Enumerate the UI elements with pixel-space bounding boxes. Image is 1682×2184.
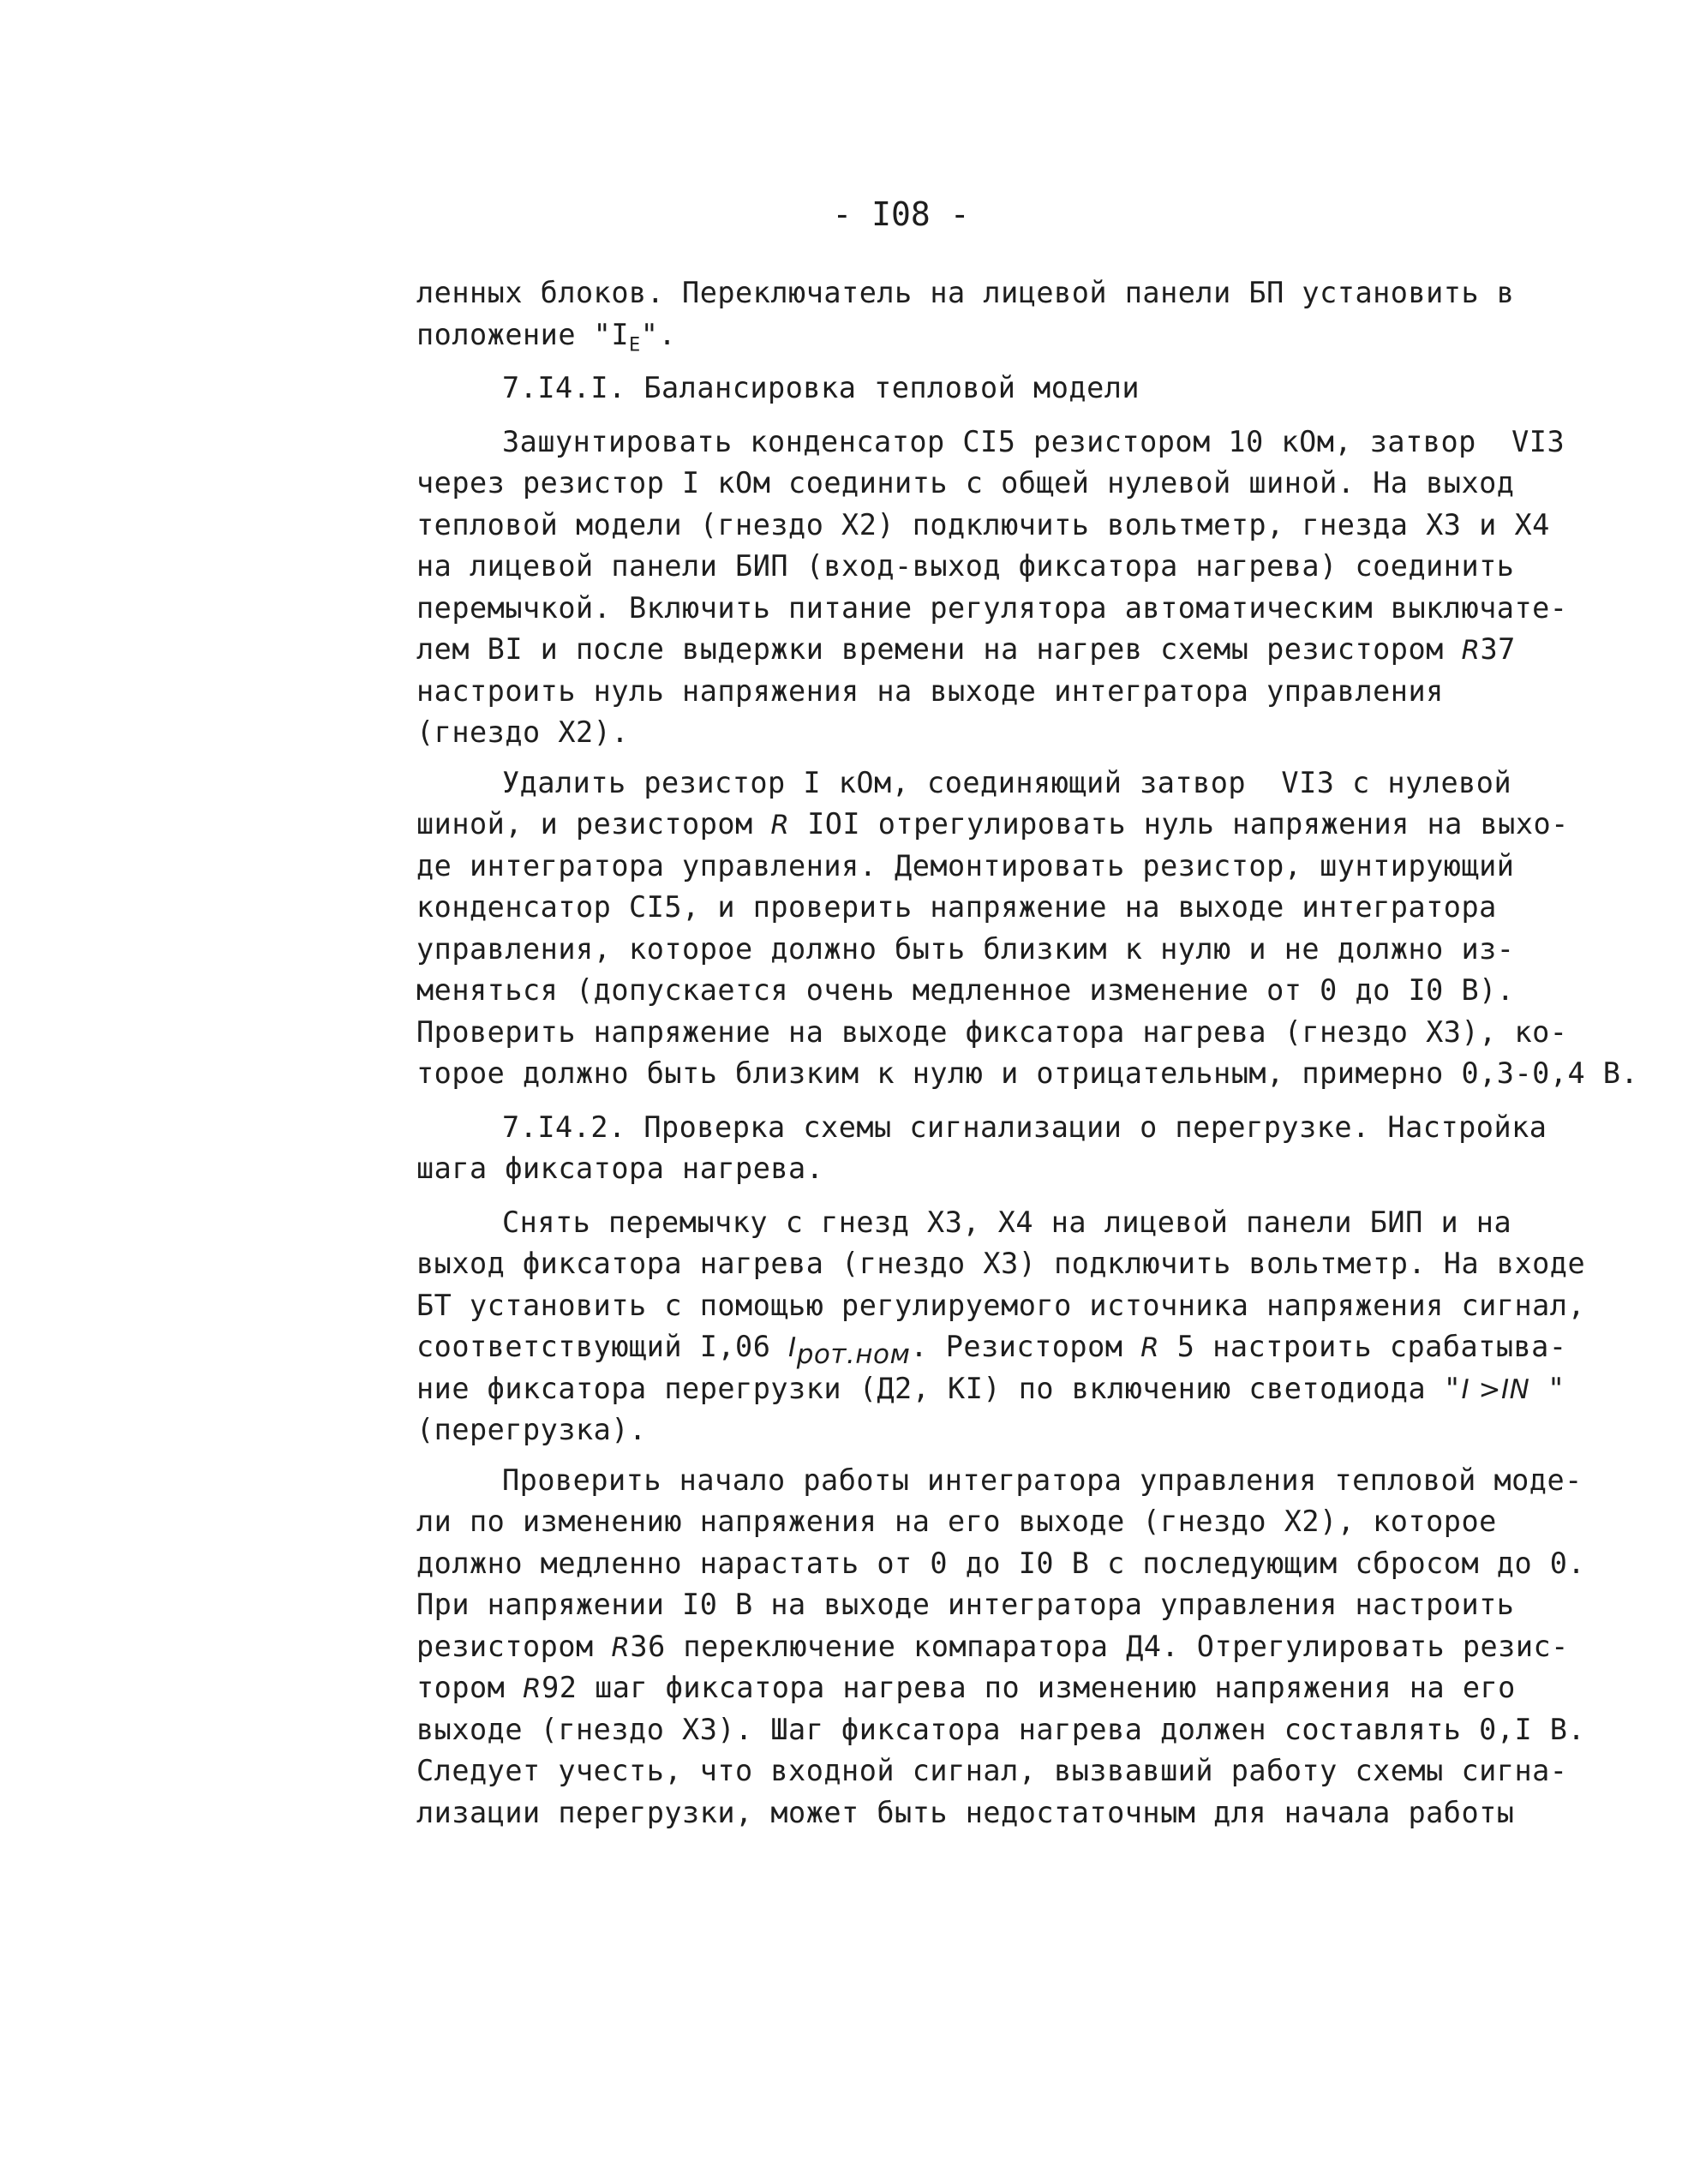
text-line: торое должно быть близким к нулю и отрицательным, примерно 0,3-0,4 В. <box>416 1056 1639 1090</box>
text-line: Следует учесть, что входной сигнал, вызвавший работу схемы сигна- <box>416 1754 1568 1787</box>
current-symbol: I <box>788 1332 797 1363</box>
text-line: положение "$I_E$". <box>416 317 677 356</box>
text-line: ленных блоков. Переключатель на лицевой панели БП установить в <box>416 276 1515 309</box>
text-line: ли по изменению напряжения на его выходе (гнездо X2), которое <box>416 1505 1497 1538</box>
section-heading-7-14-1: 7.I4.I. Балансировка тепловой модели <box>502 371 1140 404</box>
body-text <box>416 272 1639 1834</box>
text-line: Проверить напряжение на выходе фиксатора нагрева (гнездо X3), ко- <box>416 1014 1568 1049</box>
section-heading-7-14-2: 7.I4.2. Проверка схемы сигнализации о перегрузке. Настройка <box>502 1110 1547 1144</box>
resistor-symbol: R <box>1461 635 1481 666</box>
text-line: шиной, и резистором R IOI отрегулировать нуль напряжения на выхо- <box>416 807 1569 841</box>
text-line: де интегратора управления. Демонтировать резистор, шунтирующий <box>416 848 1515 883</box>
text-line: соответствующий I,06 $I_{рот.ном}$. Резистором R 5 настроить срабатыва- <box>416 1330 1567 1370</box>
page-number: - I08 - <box>832 195 970 233</box>
resistor-symbol: R <box>1140 1332 1160 1363</box>
text-line: тором R92 шаг фиксатора нагрева по изменению напряжения на его <box>416 1671 1516 1704</box>
text-line: управления, которое должно быть близким к нулю и не должно из- <box>416 931 1515 966</box>
text-line: настроить нуль напряжения на выходе интегратора управления <box>416 673 1444 708</box>
text-line: перемычкой. Включить питание регулятора автоматическим выключате- <box>416 590 1568 625</box>
text-line: Снять перемычку с гнезд X3, X4 на лицевой панели БИП и на <box>502 1205 1512 1239</box>
text-line: (гнездо X2). <box>416 715 630 749</box>
current-subscript: рот.ном <box>796 1338 911 1370</box>
text-line: Удалить резистор I кОм, соединяющий затвор VI3 с нулевой <box>502 765 1512 799</box>
text-line: При напряжении I0 В на выходе интегратора управления настроить <box>416 1588 1515 1621</box>
text-line: выход фиксатора нагрева (гнездо X3) подключить вольтметр. На входе <box>416 1247 1586 1280</box>
text-line: ние фиксатора перегрузки (Д2, KI) по включению светодиода "I >IN " <box>416 1371 1565 1405</box>
resistor-symbol: R <box>523 1673 542 1704</box>
subscript-e: E <box>629 334 641 356</box>
text-line: тепловой модели (гнездо X2) подключить вольтметр, гнезда X3 и X4 <box>416 507 1550 542</box>
text-line: меняться (допускается очень медленное изменение от 0 до I0 В). <box>416 973 1515 1007</box>
text-line: конденсатор СI5, и проверить напряжение на выходе интегратора <box>416 890 1497 924</box>
text-line: лем BI и после выдержки времени на нагрев схемы резистором R37 <box>416 632 1516 666</box>
text-line: шага фиксатора нагрева. <box>416 1152 824 1185</box>
text-line: БТ установить с помощью регулируемого источника напряжения сигнал, <box>416 1288 1586 1322</box>
resistor-symbol: R <box>770 810 790 841</box>
resistor-symbol: R <box>611 1631 631 1663</box>
led-label: I >IN <box>1461 1373 1530 1405</box>
text-line: выходе (гнездо X3). Шаг фиксатора нагрева должен составлять 0,I В. <box>416 1712 1586 1746</box>
text-line: должно медленно нарастать от 0 до I0 В с последующим сбросом до 0. <box>416 1546 1586 1580</box>
text-line: через резистор I кОм соединить с общей нулевой шиной. На выход <box>416 466 1515 500</box>
text-line: (перегрузка). <box>416 1413 647 1446</box>
text-line: лизации перегрузки, может быть недостаточным для начала работы <box>416 1795 1515 1829</box>
text-line: на лицевой панели БИП (вход-выход фиксатора нагрева) соединить <box>416 549 1515 583</box>
text-line: резистором R36 переключение компаратора Д4. Отрегулировать резис- <box>416 1629 1569 1663</box>
text-line: Проверить начало работы интегратора управления тепловой моде- <box>502 1463 1583 1497</box>
text-line: Зашунтировать конденсатор СI5 резистором 10 кОм, затвор VI3 <box>502 424 1565 458</box>
